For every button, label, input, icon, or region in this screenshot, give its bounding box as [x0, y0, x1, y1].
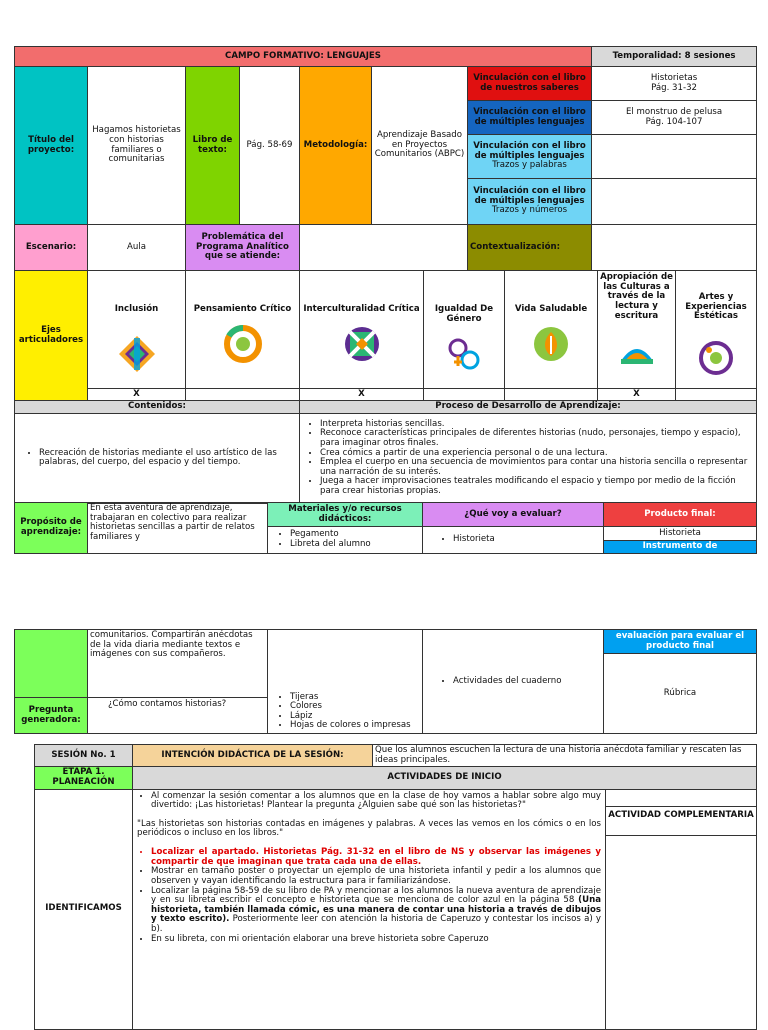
- complementaria-cell: [606, 789, 757, 1029]
- vida-saludable-icon: [531, 324, 571, 364]
- sesion-label: SESIÓN No. 1: [35, 745, 133, 767]
- ejes-table: [14, 270, 757, 402]
- interculturalidad-icon: [342, 324, 382, 364]
- fase-identificamos: IDENTIFICAMOS: [35, 789, 133, 1029]
- project-table: [14, 46, 757, 271]
- materiales-list-1: • Pegamento • Libreta del alumno: [268, 527, 423, 554]
- problematica-value: [300, 225, 468, 271]
- instrumento-label-1: Instrumento de: [604, 541, 757, 554]
- temporalidad: Temporalidad: 8 sesiones: [592, 47, 757, 67]
- pda-cell: [300, 413, 757, 503]
- eje-mark-interculturalidad: X: [300, 389, 424, 402]
- eje-vida-saludable: Vida Saludable: [505, 271, 598, 389]
- vinculacion-value-2: El monstruo de pelusa Pág. 104-107: [592, 101, 757, 135]
- intencion-label: INTENCIÓN DIDÁCTICA DE LA SESIÓN:: [133, 745, 373, 767]
- vinculacion-value-4: [592, 179, 757, 225]
- producto-value: Historieta: [604, 527, 757, 541]
- actividad-item: • Mostrar en tamaño poster o proyectar un ejemplo de una historieta infantil y pedir a los alumnos que observen y vayan identificando la estructura para ir familiarizándose.: [151, 867, 601, 886]
- proposito-table-1: [14, 502, 757, 554]
- contextualizacion-label: Contextualización:: [468, 225, 592, 271]
- igualdad-genero-icon: [444, 334, 484, 374]
- campo-formativo: CAMPO FORMATIVO: LENGUAJES: [15, 47, 592, 67]
- apropiacion-culturas-icon: [617, 337, 657, 365]
- actividad-item: • Al comenzar la sesión comentar a los alumnos que en la clase de hoy vamos a hablar sobre algo muy divertido: ¡Las historietas! Plantear la pregunta ¿Alguien sabe qué son las historietas?": [151, 792, 601, 811]
- problematica-label: Problemática del Programa Analítico que se atiende:: [186, 225, 300, 271]
- evaluar-list-1: • Historieta: [423, 527, 604, 554]
- pda-item: • Reconoce características principales de diferentes historias (nudo, personajes, tiempo y espacio), para imaginar otros finales.: [320, 429, 748, 448]
- pda-item: • Emplea el cuerpo en una secuencia de movimientos para contar una historia sencilla o representar una narración de su interés.: [320, 458, 748, 477]
- vinculacion-multiples-3: Vinculación con el libro de múltiples lenguajes Trazos y números: [468, 179, 592, 225]
- eje-artes: Artes y Experiencias Estéticas: [676, 271, 757, 389]
- escenario-label: Escenario:: [15, 225, 88, 271]
- vinculacion-nuestros-saberes: Vinculación con el libro de nuestros saberes: [468, 67, 592, 101]
- vinculacion-multiples-2: Vinculación con el libro de múltiples lenguajes Trazos y palabras: [468, 135, 592, 179]
- vinculacion-value-3: [592, 135, 757, 179]
- actividad-item: • Localizar la página 58-59 de su libro de PA y mencionar a los alumnos la nueva aventura de aprendizaje y en su libreta escribir el concepto e historieta que se menciona de color azul en la página 58 (Una historieta, también llamada cómic, es una manera de contar una historia a través de dibujos y texto escrito). Posteriormente leer con atención la historia de Caperuzo y contestar los incisos a) y b).: [151, 887, 601, 935]
- actividad-quote: "Las historietas son historias contadas en imágenes y palabras. A veces las vemos en los cómics o en los periódicos o incluso en los libros.": [137, 818, 601, 839]
- eje-apropiacion-culturas: Apropiación de las Culturas a través de la lectura y escritura: [598, 271, 676, 389]
- actividad-item: • En su libreta, con mi orientación elaborar una breve historieta sobre Caperuzo: [151, 935, 601, 945]
- materiales-label: Materiales y/o recursos didácticos:: [268, 503, 423, 527]
- pda-item: • Crea cómics a partir de una experiencia personal o de una lectura.: [320, 449, 748, 459]
- contenidos-table: [14, 400, 757, 504]
- eje-mark-inclusion: X: [88, 389, 186, 402]
- producto-label: Producto final:: [604, 503, 757, 527]
- materiales-list-2: • Tijeras • Colores • Lápiz • Hojas de colores o impresas: [268, 630, 423, 734]
- eje-pensamiento-critico: Pensamiento Crítico: [186, 271, 300, 389]
- vinculacion-multiples-1: Vinculación con el libro de múltiples lenguajes: [468, 101, 592, 135]
- titulo-value: Hagamos historietas con historias familiares o comunitarias: [88, 67, 186, 225]
- proposito-text-1: En esta aventura de aprendizaje, trabajaran en colectivo para realizar historietas sencillas a partir de relatos familiares y: [88, 503, 268, 554]
- pregunta-label: Pregunta generadora:: [15, 698, 88, 734]
- contenido-cell: [15, 413, 300, 503]
- proposito-label: Propósito de aprendizaje:: [15, 503, 88, 554]
- pensamiento-critico-icon: [223, 324, 263, 364]
- proposito-table-2: [14, 629, 757, 734]
- libro-value: Pág. 58-69: [240, 67, 300, 225]
- metodologia-label: Metodología:: [300, 67, 372, 225]
- evaluar-label: ¿Qué voy a evaluar?: [423, 503, 604, 527]
- escenario-value: Aula: [88, 225, 186, 271]
- eje-mark-apropiacion: X: [598, 389, 676, 402]
- contextualizacion-value: [592, 225, 757, 271]
- contenidos-label: Contenidos:: [15, 401, 300, 414]
- artes-icon: [699, 341, 733, 375]
- instrumento-label-2: evaluación para evaluar el producto final: [604, 630, 757, 654]
- sesion-table: [34, 744, 757, 1030]
- eje-igualdad-genero: Igualdad De Género: [424, 271, 505, 389]
- pregunta-value: ¿Cómo contamos historias?: [88, 698, 268, 734]
- libro-label: Libro de texto:: [186, 67, 240, 225]
- actividades-cell: [133, 789, 606, 1029]
- pda-item: • Juega a hacer improvisaciones teatrales modificando el espacio y tiempo por medio de la ficción para crear historias propias.: [320, 477, 748, 496]
- ejes-label: Ejes articuladores: [15, 271, 88, 402]
- eje-interculturalidad: Interculturalidad Crítica: [300, 271, 424, 389]
- titulo-label: Título del proyecto:: [15, 67, 88, 225]
- vinculacion-value-1: Historietas Pág. 31-32: [592, 67, 757, 101]
- actividad-item-destacado: • Localizar el apartado. Historietas Pág. 31-32 en el libro de NS y observar las imágenes y compartir de que imaginan que trata cada una de ellas.: [151, 848, 601, 867]
- intencion-value: Que los alumnos escuchen la lectura de una historia anécdota familiar y rescaten las ideas principales.: [373, 745, 757, 767]
- proposito-label-cont: [15, 630, 88, 698]
- instrumento-value: Rúbrica: [604, 654, 757, 734]
- pda-item: • Interpreta historias sencillas.: [320, 420, 748, 430]
- etapa-label: ETAPA 1. PLANEACIÓN: [35, 767, 133, 789]
- contenido-item: • Recreación de historias mediante el uso artístico de las palabras, del cuerpo, del espacio y del tiempo.: [39, 449, 297, 468]
- pda-label: Proceso de Desarrollo de Aprendizaje:: [300, 401, 757, 414]
- evaluar-list-2: • Actividades del cuaderno: [423, 630, 604, 734]
- proposito-text-2: comunitarios. Compartirán anécdotas de la vida diaria mediante textos e imágenes con sus compañeros.: [88, 630, 268, 698]
- actividades-inicio-label: ACTIVIDADES DE INICIO: [133, 767, 757, 789]
- inclusion-icon: [117, 334, 157, 374]
- eje-inclusion: Inclusión: [88, 271, 186, 389]
- metodologia-value: Aprendizaje Basado en Proyectos Comunitarios (ABPC): [372, 67, 468, 225]
- complementaria-label: ACTIVIDAD COMPLEMENTARIA: [606, 807, 756, 836]
